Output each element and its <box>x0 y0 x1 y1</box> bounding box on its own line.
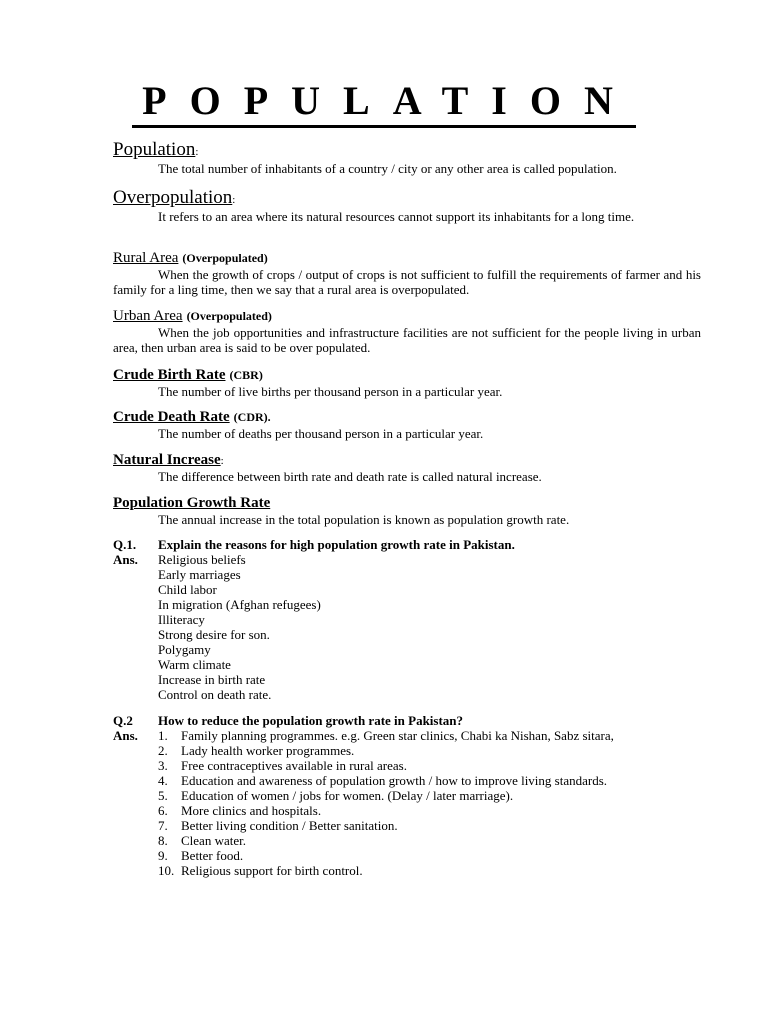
definition-crude-birth-rate <box>113 366 701 399</box>
definition-note: (Overpopulated) <box>182 251 268 265</box>
question-text: Explain the reasons for high population growth rate in Pakistan. <box>158 537 515 552</box>
answer-label: Ans. <box>113 552 138 567</box>
item-number: 3. <box>158 758 168 773</box>
question-label: Q.2 <box>113 713 133 728</box>
list-item: Strong desire for son. <box>158 627 270 642</box>
heading-suffix: : <box>195 146 199 158</box>
list-item: Polygamy <box>158 642 211 657</box>
definition-text: It refers to an area where its natural resources cannot support its inhabitants for a long time. <box>158 209 635 224</box>
definition-heading: Urban Area <box>113 308 183 324</box>
item-number: 2. <box>158 743 168 758</box>
definition-text: The difference between birth rate and death rate is called natural increase. <box>158 469 542 484</box>
item-text: Education and awareness of population growth / how to improve living standards. <box>181 773 608 788</box>
item-text: Education of women / jobs for women. (Delay / later marriage). <box>181 788 514 803</box>
item-number: 4. <box>158 773 168 788</box>
list-item: Child labor <box>158 582 217 597</box>
item-text: Better food. <box>181 848 244 863</box>
definition-text: The total number of inhabitants of a country / city or any other area is called population. <box>158 161 617 176</box>
item-text: Lady health worker programmes. <box>181 743 355 758</box>
definition-urban-area <box>113 307 701 355</box>
list-item: In migration (Afghan refugees) <box>158 597 321 612</box>
definition-note: (CDR). <box>233 410 271 424</box>
heading-suffix: : <box>232 194 236 206</box>
item-text: Religious support for birth control. <box>181 863 363 878</box>
list-item: Religious beliefs <box>158 552 246 567</box>
definition-text: The number of deaths per thousand person in a particular year. <box>158 426 484 441</box>
item-number: 5. <box>158 788 168 803</box>
item-text: Clean water. <box>181 833 246 848</box>
list-item: Early marriages <box>158 567 241 582</box>
item-number: 10. <box>158 863 175 878</box>
item-number: 7. <box>158 818 168 833</box>
item-text: More clinics and hospitals. <box>181 803 322 818</box>
list-item <box>158 803 614 818</box>
question-text: How to reduce the population growth rate in Pakistan? <box>158 713 464 728</box>
list-item: Control on death rate. <box>158 687 272 702</box>
definition-heading: Population <box>113 139 196 160</box>
definition-heading: Rural Area <box>113 250 179 266</box>
definition-population-growth-rate <box>113 494 701 527</box>
answer-label: Ans. <box>113 728 138 743</box>
answer-list <box>158 728 614 878</box>
definition-heading: Crude Death Rate <box>113 409 230 425</box>
definition-note: (Overpopulated) <box>186 309 272 323</box>
definition-heading: Population Growth Rate <box>113 495 271 511</box>
definition-text: When the growth of crops / output of crops is not sufficient to fulfill the requirements of farmer and his family for a ling time, then we say that a rural area is overpopulated. <box>113 267 701 297</box>
page-title: POPULATION <box>132 80 636 128</box>
definition-rural-area <box>113 249 701 297</box>
definition-heading: Natural Increase <box>113 452 221 468</box>
definition-heading: Crude Birth Rate <box>113 367 226 383</box>
question-2-block <box>113 713 713 878</box>
item-number: 6. <box>158 803 168 818</box>
list-item: Illiteracy <box>158 612 205 627</box>
heading-suffix: : <box>220 455 224 467</box>
list-item <box>158 728 614 743</box>
definition-natural-increase <box>113 451 701 484</box>
definition-text: The number of live births per thousand person in a particular year. <box>158 384 503 399</box>
list-item <box>158 833 614 848</box>
list-item <box>158 743 614 758</box>
item-number: 8. <box>158 833 168 848</box>
list-item <box>158 773 614 788</box>
question-1-block <box>113 537 713 702</box>
title-block <box>0 80 768 128</box>
definition-text: When the job opportunities and infrastructure facilities are not sufficient for the people living in urban area, then urban area is said to be over populated. <box>113 325 701 355</box>
definition-heading: Overpopulation <box>113 187 233 208</box>
item-number: 9. <box>158 848 168 863</box>
item-text: Free contraceptives available in rural areas. <box>181 758 407 773</box>
list-item: Warm climate <box>158 657 231 672</box>
list-item <box>158 863 614 878</box>
answer-list <box>158 552 321 702</box>
definition-note: (CBR) <box>229 368 263 382</box>
list-item <box>158 848 614 863</box>
list-item: Increase in birth rate <box>158 672 266 687</box>
list-item <box>158 818 614 833</box>
item-number: 1. <box>158 728 168 743</box>
list-item <box>158 788 614 803</box>
definition-overpopulation <box>113 187 701 224</box>
item-text: Family planning programmes. e.g. Green star clinics, Chabi ka Nishan, Sabz sitara, <box>181 728 614 743</box>
list-item <box>158 758 614 773</box>
question-label: Q.1. <box>113 537 137 552</box>
definition-text: The annual increase in the total population is known as population growth rate. <box>158 512 570 527</box>
definition-population <box>113 139 701 176</box>
item-text: Better living condition / Better sanitation. <box>181 818 398 833</box>
definition-crude-death-rate <box>113 408 701 441</box>
